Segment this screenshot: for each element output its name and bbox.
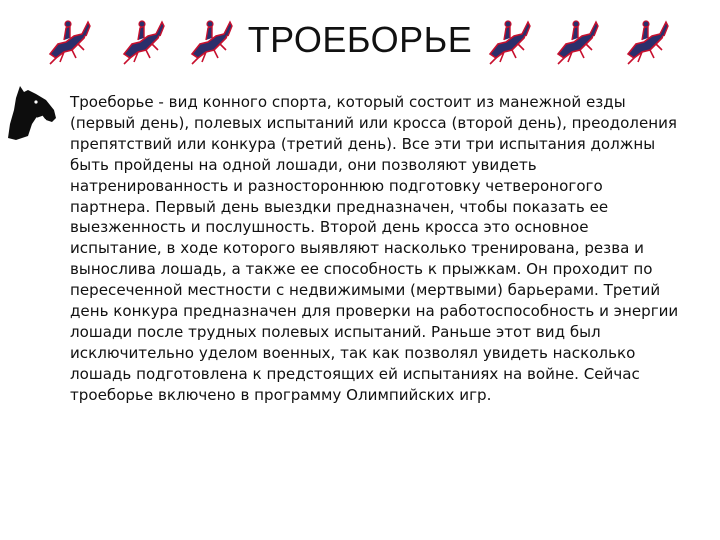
horse-head-icon <box>6 84 58 142</box>
title-row <box>0 8 720 78</box>
rider-jumping-icon <box>118 14 166 66</box>
rider-jumping-icon <box>552 14 600 66</box>
rider-jumping-icon <box>484 14 532 66</box>
rider-jumping-icon <box>44 14 92 66</box>
slide-title: ТРОЕБОРЬЕ <box>247 19 473 60</box>
rider-jumping-icon <box>622 14 670 66</box>
body-text: Троеборье - вид конного спорта, который состоит из манежной езды (первый день), полевых испытаний или кросса (второй день), преодоления препятствий или конкура (третий день). Все эти три испытания должны быть пройдены на одной лошади, они позволяют увидеть натренированность и разностороннюю подготовку четвероногого партнера. Первый день выездки предназначен, чтобы показать ее выезженность и послушность. Второй день кросса это основное испытание, в ходе которого выявляют насколько тренирована, резва и вынослива лошадь, а также ее способность к прыжкам. Он проходит по пересеченной местности с недвижимыми (мертвыми) барьерами. Третий день конкура предназначен для проверки на работоспособность и энергии лошади после трудных полевых испытаний. Раньше этот вид был исключительно уделом военных, так как позволял увидеть насколько лошадь подготовлена к предстоящих ей испытаниях на войне. Сейчас троеборье включено в программу Олимпийских игр. <box>70 93 679 404</box>
rider-jumping-icon <box>186 14 234 66</box>
